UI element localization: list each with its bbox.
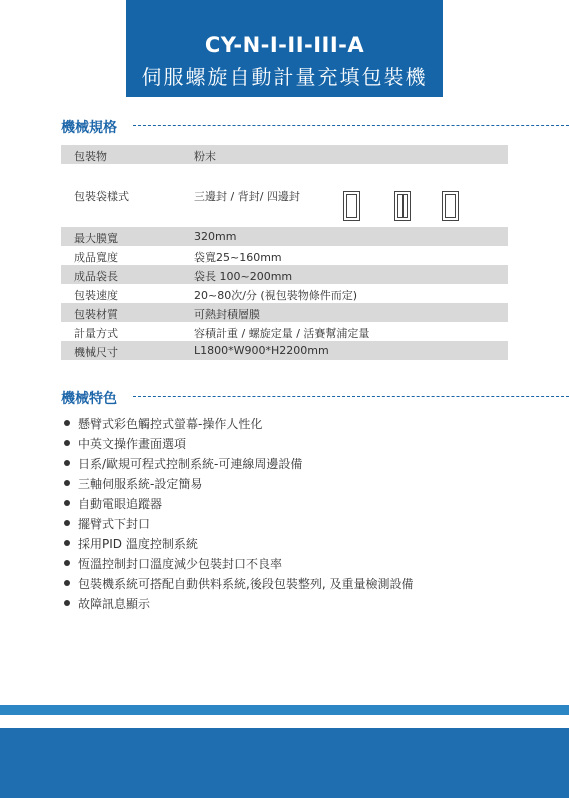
spec-value: 容積計重 / 螺旋定量 / 活賽幫浦定量: [194, 327, 370, 340]
features-heading-label: 機械特色: [61, 391, 117, 407]
spec-row: [61, 145, 508, 164]
spec-value: 袋長 100~200mm: [194, 270, 293, 283]
spec-row: [61, 322, 508, 341]
spec-value: 粉末: [194, 150, 216, 163]
spec-value: L1800*W900*H2200mm: [194, 344, 329, 357]
list-item: 自動電眼追蹤器: [64, 495, 514, 515]
footer-gap: [0, 715, 569, 728]
back-seal-bag-icon: [394, 191, 411, 221]
list-item: 日系/歐規可程式控制系統-可連線周邊設備: [64, 455, 514, 475]
title-banner: [126, 0, 443, 97]
bullet-icon: [64, 420, 70, 426]
bullet-icon: [64, 520, 70, 526]
spec-value: 可熱封積層膜: [194, 308, 260, 321]
list-item: 懸臂式彩色觸控式螢幕-操作人性化: [64, 415, 514, 435]
list-item: 包裝機系統可搭配自動供料系統,後段包裝整列, 及重量檢測設備: [64, 575, 514, 595]
list-item: 採用PID 溫度控制系統: [64, 535, 514, 555]
list-item: 故障訊息顯示: [64, 595, 514, 615]
spec-value: 三邊封 / 背封/ 四邊封: [194, 190, 300, 203]
product-title: 伺服螺旋自動計量充填包裝機: [141, 65, 428, 89]
spec-row: [61, 303, 508, 322]
list-item: 擺臂式下封口: [64, 515, 514, 535]
three-side-seal-bag-icon: [343, 191, 360, 221]
dashed-divider: [133, 396, 569, 397]
spec-label: 包裝物: [74, 150, 107, 163]
spec-table: [61, 145, 508, 360]
spec-row: [61, 341, 508, 360]
bullet-icon: [64, 600, 70, 606]
bullet-icon: [64, 580, 70, 586]
spec-row: [61, 246, 508, 265]
feature-list: [64, 415, 514, 615]
spec-label: 成品袋長: [74, 270, 118, 283]
spec-row: [61, 284, 508, 303]
spec-row: [61, 265, 508, 284]
spec-row: [61, 164, 508, 227]
bag-type-diagrams: [343, 191, 463, 231]
list-item: 中英文操作畫面選項: [64, 435, 514, 455]
spec-value: 袋寬25~160mm: [194, 251, 282, 264]
spec-label: 包裝材質: [74, 308, 118, 321]
bullet-icon: [64, 460, 70, 466]
spec-label: 包裝袋樣式: [74, 190, 129, 203]
specs-heading-label: 機械規格: [61, 120, 117, 136]
list-item: 恆溫控制封口溫度減少包裝封口不良率: [64, 555, 514, 575]
bullet-icon: [64, 500, 70, 506]
list-item: 三軸伺服系統-設定簡易: [64, 475, 514, 495]
spec-value: 320mm: [194, 230, 237, 243]
model-number: CY-N-I-II-III-A: [204, 33, 365, 57]
bullet-icon: [64, 540, 70, 546]
bullet-icon: [64, 480, 70, 486]
bullet-icon: [64, 440, 70, 446]
spec-label: 計量方式: [74, 327, 118, 340]
four-side-seal-bag-icon: [442, 191, 459, 221]
spec-label: 機械尺寸: [74, 346, 118, 359]
footer-stripe: [0, 705, 569, 715]
footer-band: [0, 728, 569, 798]
spec-row: [61, 227, 508, 246]
spec-label: 成品寬度: [74, 251, 118, 264]
spec-value: 20~80次/分 (視包裝物條件而定): [194, 289, 357, 302]
bullet-icon: [64, 560, 70, 566]
spec-label: 最大膜寬: [74, 232, 118, 245]
dashed-divider: [133, 125, 569, 126]
spec-label: 包裝速度: [74, 289, 118, 302]
